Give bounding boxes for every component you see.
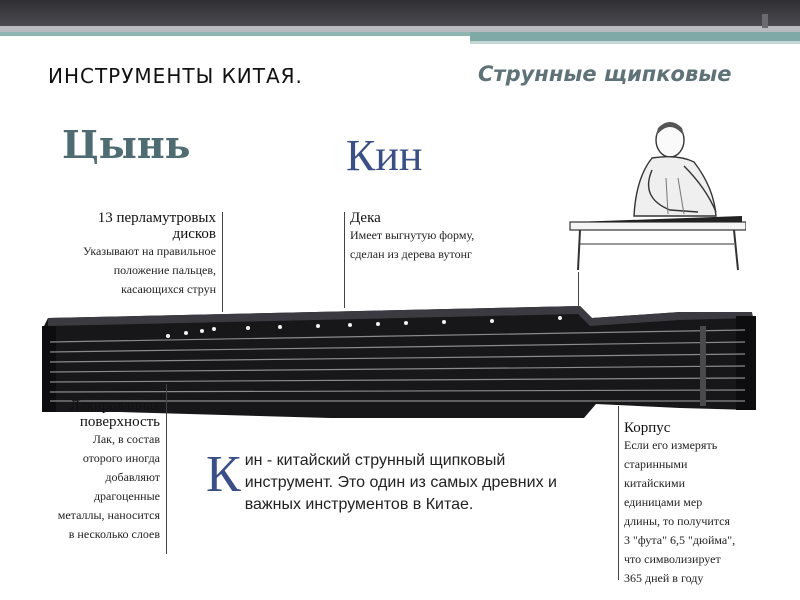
label-surface-line-5: металлы, наносится [57, 508, 160, 522]
figure-table-leg-right [734, 230, 738, 270]
disc-8 [348, 323, 352, 327]
heading-tsin: Цынь [62, 122, 191, 167]
label-discs-line-3: касающихся струн [121, 282, 216, 296]
leader-line-surface [166, 384, 167, 554]
label-discs-title-1: 13 перламутровых [97, 210, 216, 226]
label-surface-line-2: оторого иногда [82, 451, 160, 465]
label-body-title: Корпус [624, 420, 671, 436]
label-surface-line-4: драгоценные [93, 489, 160, 503]
figure-table-top [570, 222, 746, 230]
description [206, 446, 596, 516]
label-discs-line-2: положение пальцев, [113, 263, 216, 277]
disc-3 [200, 329, 204, 333]
label-body-line-8: 365 дней в году [624, 571, 704, 585]
label-body-line-6: 3 "фута" 6,5 "дюйма", [624, 533, 736, 547]
label-body-line-7: что символизирует [624, 552, 721, 566]
description-text: ин - китайский струнный щипковый инструмент. Это один из самых древних и важных инструментов в Китае. [244, 452, 557, 513]
label-soundboard [350, 210, 550, 264]
leader-line-body [618, 406, 619, 580]
disc-4 [212, 327, 216, 331]
disc-7 [316, 324, 320, 328]
label-body-line-4: единицами мер [624, 495, 703, 509]
label-discs [40, 210, 216, 299]
label-body-line-5: длины, то получится [624, 514, 731, 528]
leader-line-soundboard [344, 212, 345, 308]
disc-10 [404, 321, 408, 325]
label-surface-line-6: в несколько слоев [68, 527, 160, 541]
label-discs-line-1: Указывают на правильное [82, 244, 216, 258]
description-initial: К [206, 446, 241, 503]
disc-13 [558, 316, 562, 320]
figure-table-leg-left [578, 230, 580, 270]
player-figure [566, 118, 746, 278]
label-discs-title-2: дисков [172, 226, 216, 242]
figure-qin [574, 216, 742, 222]
figure-robe [634, 157, 716, 216]
label-surface-title-1: Лакированная [69, 398, 160, 414]
label-body-line-3: китайскими [624, 476, 685, 490]
heading-kin: Кин [346, 131, 423, 180]
guqin-bridge [700, 326, 706, 406]
disc-9 [376, 322, 380, 326]
leader-line-discs [222, 212, 223, 312]
label-surface [20, 398, 160, 544]
label-body-line-2: старинными [624, 457, 688, 471]
leader-line-soundboard-right [578, 272, 579, 308]
label-body-line-1: Если его измерять [624, 438, 718, 452]
disc-11 [442, 320, 446, 324]
label-surface-title-2: поверхность [79, 414, 160, 430]
label-soundboard-line-1: Имеет выгнутую форму, [350, 228, 475, 242]
label-body [624, 420, 794, 588]
disc-5 [246, 326, 250, 330]
disc-1 [166, 334, 170, 338]
disc-2 [184, 331, 188, 335]
label-soundboard-line-2: сделан из дерева вутонг [350, 247, 472, 261]
page-title: ИНСТРУМЕНТЫ КИТАЯ. [48, 64, 303, 88]
label-soundboard-title: Дека [350, 210, 381, 226]
label-surface-line-3: добавляют [105, 470, 160, 484]
label-surface-line-1: Лак, в состав [92, 432, 160, 446]
disc-12 [490, 319, 494, 323]
page-subtitle: Струнные щипковые [478, 62, 732, 86]
disc-6 [278, 325, 282, 329]
